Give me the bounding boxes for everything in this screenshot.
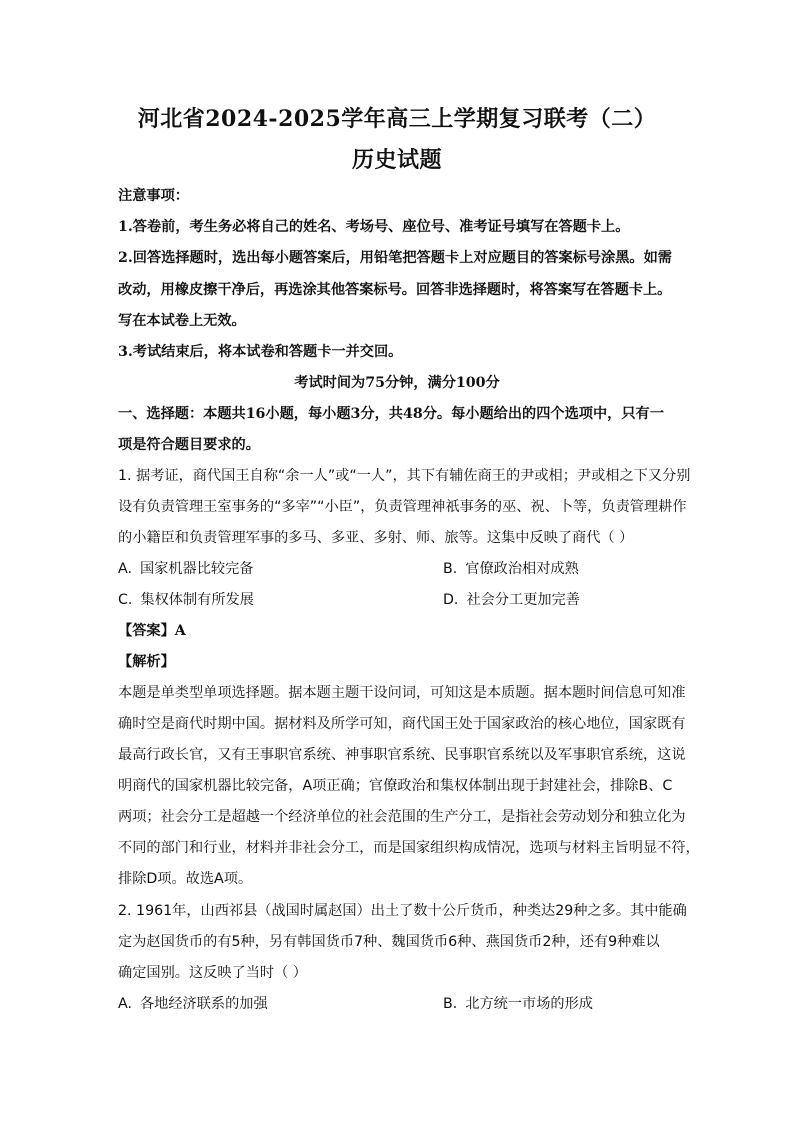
question-1-option-a: A. 国家机器比较完备: [118, 561, 254, 577]
section-heading-cont: 项是符合题目要求的。: [118, 437, 260, 453]
question-2-stem: 2. 1961年，山西祁县（战国时属赵国）出土了数十公斤货币，种类达29种之多。其中能确: [118, 903, 687, 919]
question-1-analysis: 确时空是商代时期中国。据材料及所学可知，商代国王处于国家政治的核心地位，国家既有: [118, 716, 686, 732]
question-1-analysis: 明商代的国家机器比较完备，A项正确；官僚政治和集权体制出现于封建社会，排除B、C: [118, 778, 673, 794]
notice-item: 2.回答选择题时，选出每小题答案后，用铅笔把答题卡上对应题目的答案标号涂黑。如需: [118, 250, 672, 266]
notice-heading: 注意事项：: [118, 188, 189, 204]
question-1-analysis: 两项；社会分工是超越一个经济单位的社会范围的生产分工，是指社会劳动划分和独立化为: [118, 809, 686, 825]
section-heading: 一、选择题：本题共16小题，每小题3分，共48分。每小题给出的四个选项中，只有一: [118, 406, 664, 422]
question-1-stem: 的小籍臣和负责管理军事的多马、多亚、多射、师、旅等。这集中反映了商代（ ）: [118, 530, 634, 546]
question-1-option-d: D. 社会分工更加完善: [443, 592, 580, 608]
notice-item: 改动，用橡皮擦干净后，再选涂其他答案标号。回答非选择题时，将答案写在答题卡上。: [118, 282, 672, 298]
question-1-analysis: 本题是单类型单项选择题。据本题主题干设问词，可知这是本质题。据本题时间信息可知准: [118, 685, 686, 701]
question-1-stem: 1. 据考证，商代国王自称“余一人”或“一人”，其下有辅佐商王的尹或相；尹或相之下又分别: [118, 468, 691, 484]
exam-time-info: 考试时间为75分钟，满分100分: [294, 375, 500, 391]
question-1-analysis: 不同的部门和行业，材料并非社会分工，而是国家组织构成情况，选项与材料主旨明显不符，: [118, 840, 700, 856]
question-1-option-c: C. 集权体制有所发展: [118, 592, 254, 608]
page-title: 河北省2024-2025学年高三上学期复习联考（二）: [137, 106, 657, 132]
page-subtitle: 历史试题: [351, 147, 442, 173]
notice-item: 1.答卷前，考生务必将自己的姓名、考场号、座位号、准考证号填写在答题卡上。: [118, 219, 630, 235]
question-1-stem: 设有负责管理王室事务的“多宰”“小臣”，负责管理神祇事务的巫、祝、卜等，负责管理耕作: [118, 499, 687, 515]
question-1-analysis-heading: 【解析】: [118, 654, 175, 670]
question-1-analysis: 最高行政长官，又有王事职官系统、神事职官系统、民事职官系统以及军事职官系统，这说: [118, 747, 686, 763]
question-2-option-a: A. 各地经济联系的加强: [118, 996, 268, 1012]
notice-item: 3.考试结束后，将本试卷和答题卡一并交回。: [118, 344, 403, 360]
question-2-option-b: B. 北方统一市场的形成: [443, 996, 593, 1012]
question-1-analysis: 排除D项。故选A项。: [118, 871, 253, 887]
question-1-option-b: B. 官僚政治相对成熟: [443, 561, 579, 577]
question-2-stem: 确定国别。这反映了当时（ ）: [118, 965, 307, 981]
notice-item: 写在本试卷上无效。: [118, 313, 246, 329]
question-1-answer: 【答案】A: [118, 623, 186, 639]
question-2-stem: 定为赵国货币的有5种，另有韩国货币7种、魏国货币6种、燕国货币2种，还有9种难以: [118, 934, 660, 950]
